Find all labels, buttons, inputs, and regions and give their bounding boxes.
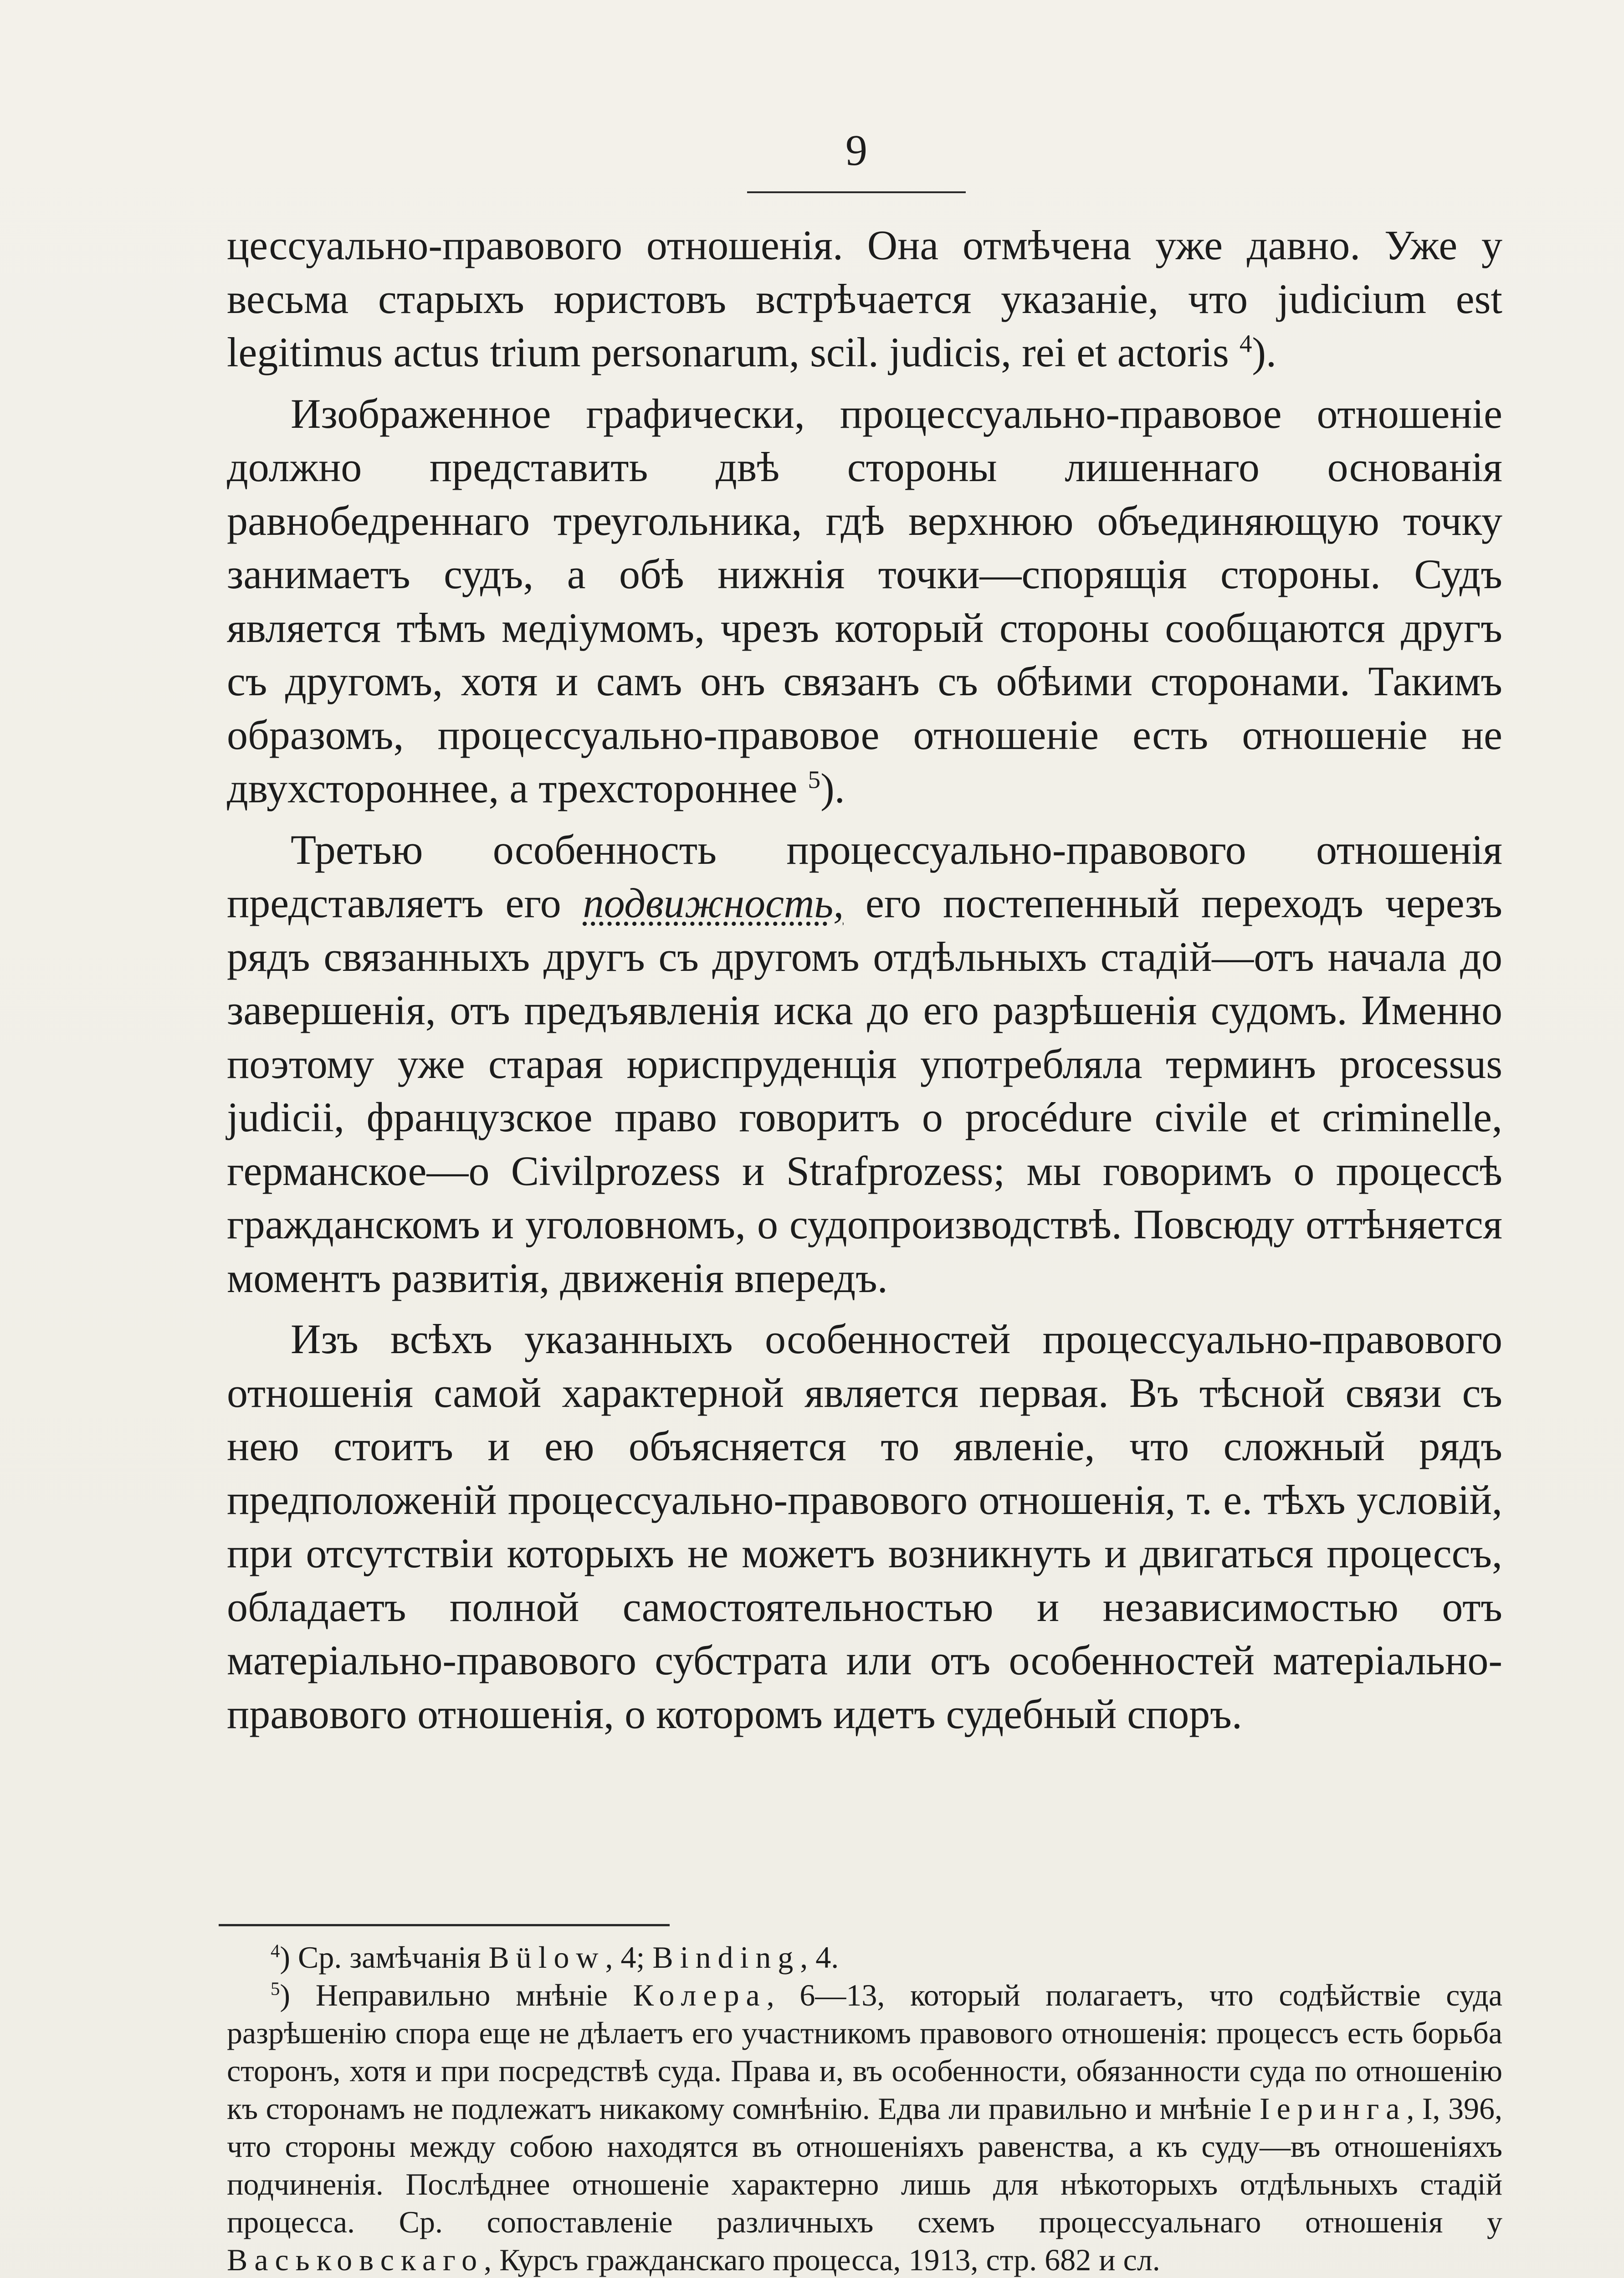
author-jhering: Іеринга xyxy=(1260,2091,1407,2126)
footnote-mark-5: 5 xyxy=(271,1978,280,1999)
footnote-5 xyxy=(227,1976,1502,2278)
paragraph-1-end: ). xyxy=(1252,329,1277,375)
footnote-5-text-2: , 6—13, который полагаетъ, что содѣйствіе суда разрѣшенію спора еще не дѣлаетъ его участникомъ правового отношенія: процессъ есть борьба сторонъ, хотя и при посредствѣ суда. Права и, въ особенности, обязанности суда по отношенію къ сторонамъ не подлежатъ никакому сомнѣнію. Едва ли правильно и мнѣніе xyxy=(227,1978,1502,2126)
footnote-4-text-3: , 4. xyxy=(800,1940,839,1975)
footnote-separator xyxy=(219,1924,670,1926)
page-number-rule xyxy=(747,191,966,193)
paragraph-3-text-rest: его постепенный переходъ черезъ рядъ связанныхъ другъ съ другомъ отдѣльныхъ стадій—отъ начала до завершенія, отъ предъявленія иска до его разрѣшенія судомъ. Именно поэтому уже старая юриспруденція употребляла терминъ processus judicii, французское право говоритъ о procédure civile et criminelle, германское—о Civilprozess и Strafprozess; мы говоримъ о процессѣ гражданскомъ и уголовномъ, о судопроизводствѣ. Повсюду оттѣняется моментъ развитія, движенія впередъ. xyxy=(227,880,1502,1301)
footnote-ref-4: 4 xyxy=(1239,329,1252,358)
author-binding: Binding xyxy=(652,1940,800,1975)
footnote-4 xyxy=(227,1939,1502,1976)
footnote-5-text-3: , I, 396, что стороны между собою находятся въ отношеніяхъ равенства, а къ суду—въ отношеніяхъ подчиненія. Послѣднее отношеніе характерно лишь для нѣкоторыхъ отдѣльныхъ стадій процесса. Ср. сопоставленіе различныхъ схемъ процессуальнаго отношенія у xyxy=(227,2091,1502,2239)
emphasis-term: подвижность, xyxy=(583,880,844,926)
paragraph-2-text: Изображенное графически, процессуально-правовое отношеніе должно представить двѣ стороны лишеннаго основанія равнобедреннаго треугольника, гдѣ верхнюю объединяющую точку занимаетъ судъ, а обѣ нижнія точки—спорящія стороны. Судъ является тѣмъ медіумомъ, чрезъ который стороны сообщаются другъ съ другомъ, хотя и самъ онъ связанъ съ обѣими сторонами. Такимъ образомъ, процессуально-правовое отношеніе есть отношеніе не двухстороннее, а трехстороннее xyxy=(227,390,1502,811)
footnote-5-text-4: , Курсъ гражданскаго процесса, 1913, стр. 682 и сл. xyxy=(484,2242,1160,2277)
page-number: 9 xyxy=(845,126,867,174)
main-text xyxy=(227,219,1502,1741)
paragraph-2 xyxy=(227,387,1502,816)
paragraph-3 xyxy=(227,823,1502,1305)
paragraph-4: Изъ всѣхъ указанныхъ особенностей процессуально-правового отношенія самой характерной является первая. Въ тѣсной связи съ нею стоитъ и ею объясняется то явленіе, что сложный рядъ предположеній процессуально-правового отношенія, т. е. тѣхъ условій, при отсутствіи которыхъ не можетъ возникнуть и двигаться процессъ, обладаетъ полной самостоятельностью и независимостью отъ матеріально-правового субстрата или отъ особенностей матеріально-правового отношенія, о которомъ идетъ судебный споръ. xyxy=(227,1316,1502,1737)
footnotes xyxy=(227,1939,1502,2278)
footnote-mark-4: 4 xyxy=(271,1940,280,1961)
paragraph-1-text: цессуально-правового отношенія. Она отмѣчена уже давно. Уже у весьма старыхъ юристовъ встрѣчается указаніе, что judicium est legitimus actus trium personarum, scil. judicis, rei et actoris xyxy=(227,222,1502,375)
author-vaskovsky: Васьковскаго xyxy=(227,2242,484,2277)
footnote-ref-5: 5 xyxy=(808,765,821,794)
paragraph-3-text-start: Третью особенность процессуально-правового отношенія представляетъ его xyxy=(227,826,1502,926)
author-kohler: Колера xyxy=(633,1978,767,2012)
footnote-4-text: ) Ср. замѣчанія xyxy=(280,1940,489,1975)
paragraph-2-end: ). xyxy=(820,765,845,811)
paragraph-1 xyxy=(227,219,1502,380)
footnote-4-text-2: , 4; xyxy=(605,1940,653,1975)
author-bulow: Bülow xyxy=(488,1940,605,1975)
footnote-5-text: ) Неправильно мнѣніе xyxy=(280,1978,633,2012)
